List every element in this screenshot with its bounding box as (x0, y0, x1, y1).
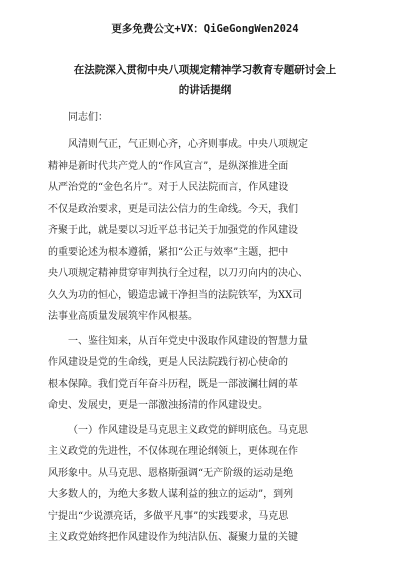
paragraph-line: 的重要论述为根本遵循，紧扣“公正与效率”主题，把中 (48, 246, 289, 258)
paragraph-line: 精神是新时代共产党人的“作风宣言”，是纵深推进全面 (48, 160, 289, 172)
paragraph-line: 作风建设是党的生命线，更是人民法院践行初心使命的 (48, 357, 288, 368)
document-title (48, 60, 362, 100)
paragraph-line: 从严治党的“金色名片”。对于人民法院而言，作风建设 (48, 182, 289, 193)
body-paragraph-2 (48, 331, 362, 417)
salutation: 同志们： (68, 112, 108, 123)
paragraph-line: 法事业高质量发展筑牢作风根基。 (48, 311, 198, 322)
paragraph-line: 风清则气正，气正则心齐，心齐则事成。中央八项规定 (68, 139, 308, 150)
paragraph-line: 根本保障。我们党百年奋斗历程，既是一部波澜壮阔的革 (48, 378, 298, 390)
subsection-heading-line: （一）作风建设是马克思主义政党的鲜明底色。马克思 (68, 424, 308, 436)
section-heading-line: 一、鉴往知来，从百年党史中汲取作风建设的智慧力量 (68, 335, 308, 347)
paragraph-line: 久久为功的恒心，锻造忠诚干净担当的法院铁军，为XX司 (48, 289, 303, 301)
paragraph-line: 宁提出“少说漂亮话，多做平凡事”的实践要求，马克思 (48, 510, 289, 522)
paragraph-line: 不仅是政治要求，更是司法公信力的生命线。今天，我们 (48, 203, 298, 215)
title-line: 的讲话提纲 (178, 84, 232, 96)
header-note: 更多免费公文+VX：QiGeGongWen2024 (111, 23, 299, 35)
body-paragraph-3 (48, 420, 362, 549)
paragraph-line: 央八项规定精神贯穿审判执行全过程，以刀刃向内的决心、 (48, 268, 308, 279)
title-line: 在法院深入贯彻中央八项规定精神学习教育专题研讨会上 (73, 64, 337, 76)
paragraph-line: 齐聚于此，就是要以习近平总书记关于加强党的作风建设 (48, 225, 298, 236)
paragraph-line: 风形象中。从马克思、恩格斯强调“无产阶级的运动是绝 (48, 467, 294, 479)
paragraph-line: 主义政党始终把作风建设作为纯洁队伍、凝聚力量的关键 (48, 532, 298, 543)
body-paragraph-1 (48, 134, 362, 328)
paragraph-line: 大多数人的，为绝大多数人谋利益的独立的运动”，到列 (48, 489, 294, 500)
paragraph-line: 主义政党的先进性，不仅体现在理论纲领上，更体现在作 (48, 446, 298, 457)
paragraph-line: 命史、发展史，更是一部激浊扬清的作风建设史。 (48, 400, 268, 411)
